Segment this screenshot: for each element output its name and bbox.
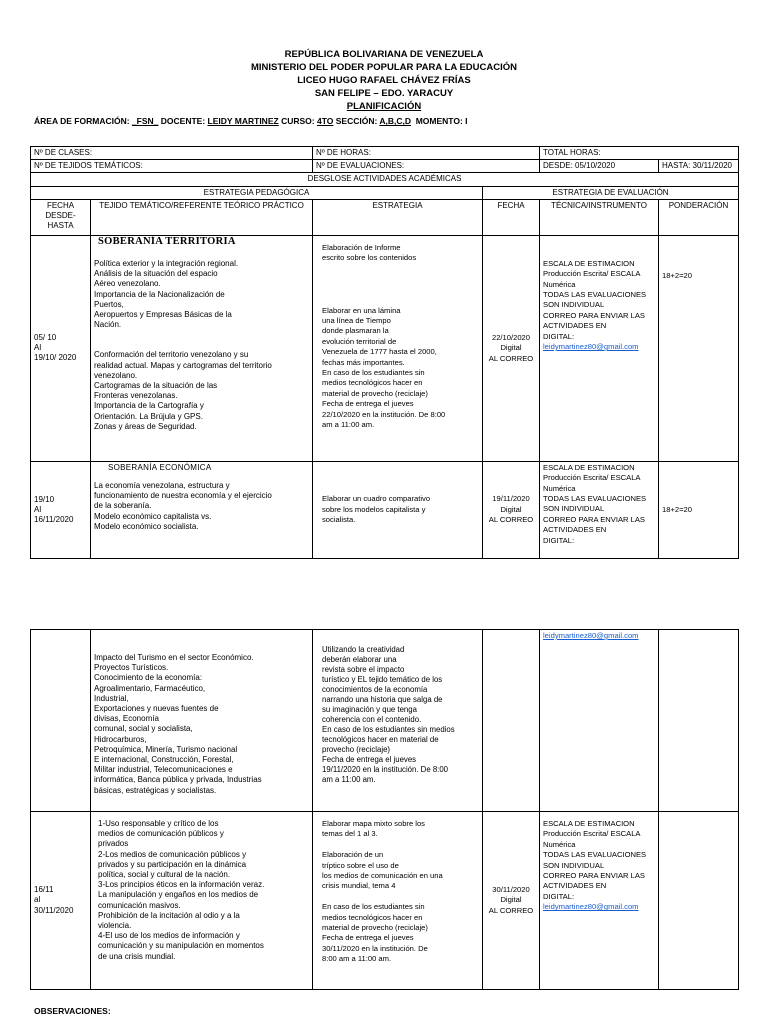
row4-tecnica-text: ESCALA DE ESTIMACION Producción Escrita/ ESCALA Numérica TODAS LAS EVALUACIONES SON INDIVIDUAL CORREO PARA ENVIAR LAS ACTIVIDADES EN DIGITAL: <box>543 819 647 901</box>
row2-ponderacion: 18+2=20 <box>659 461 739 558</box>
row2-fecha: 19/10 Al 16/11/2020 <box>31 461 91 558</box>
row2-estrategia <box>313 461 483 558</box>
row2-tejido-text: La economía venezolana, estructura y funcionamiento de nuestra economía y el ejercicio de la soberanía. Modelo económico capitalista vs. Modelo económico socialista. <box>94 481 272 531</box>
momento: MOMENTO: I <box>415 116 468 126</box>
row1-ponderacion-text: 18+2=20 <box>662 270 692 280</box>
docente-value: LEIDY MARTINEZ <box>207 116 279 126</box>
row2-fecha-eval: 19/11/2020 Digital AL CORREO <box>483 461 540 558</box>
row3-tejido <box>91 630 313 812</box>
seccion-value: A,B,C,D <box>379 116 411 126</box>
planning-table-page1 <box>30 146 739 559</box>
row3-estrategia-text: Utilizando la creatividad deberán elaborar una revista sobre el impacto turístico y EL tejido temático de los conocimientos de la economía narrando una historia que salga de su imaginación y que tenga coherencia con el contenido. En caso de los estudiantes sin medios tecnológicos hacer en material de provecho (reciclaje) Fecha de entrega el jueves 19/11/2020 en la institución. De 8:00 am a 11:00 am. <box>322 645 455 784</box>
header-line-3: LICEO HUGO RAFAEL CHÁVEZ FRÍAS <box>297 75 471 86</box>
curso-value: 4TO <box>316 116 334 126</box>
row1-tejido <box>91 235 313 461</box>
header-line-2: MINISTERIO DEL PODER POPULAR PARA LA EDUCACIÓN <box>250 62 517 73</box>
row1-fecha: 05/ 10 Al 19/10/ 2020 <box>31 235 91 461</box>
row1-title: SOBERANÍA TERRITORIA <box>98 235 236 247</box>
row2-estrategia-text: Elaborar un cuadro comparativo sobre los modelos capitalista y socialista. <box>322 494 431 525</box>
row1-estrategia-text-1: Elaboración de Informe escrito sobre los contenidos <box>322 242 417 263</box>
row1-tecnica <box>540 235 659 461</box>
observaciones-label: OBSERVACIONES: <box>34 1006 111 1016</box>
row2-title: SOBERANÍA ECONÓMICA <box>108 462 212 472</box>
col-tejido-header: TEJIDO TEMÁTICO/REFERENTE TEÓRICO PRÁCTICO <box>91 199 313 235</box>
desglose-cell: DESGLOSE ACTIVIDADES ACADÉMICAS <box>31 173 739 186</box>
total-horas-cell: TOTAL HORAS: <box>540 147 739 160</box>
row3-fecha-eval <box>483 630 540 812</box>
horas-cell: Nº DE HORAS: <box>313 147 540 160</box>
table-row <box>31 812 739 990</box>
header-line-1: REPÚBLICA BOLIVARIANA DE VENEZUELA <box>284 49 484 60</box>
row4-fecha-eval: 30/11/2020 Digital AL CORREO <box>483 812 540 990</box>
row4-tecnica <box>540 812 659 990</box>
row4-email-link[interactable]: leidymartinez80@gmail.com <box>543 902 639 912</box>
col-estrategia-header: ESTRATEGIA <box>313 199 483 235</box>
row1-tecnica-text: ESCALA DE ESTIMACION Producción Escrita/ ESCALA Numérica TODAS LAS EVALUACIONES SON INDIVIDUAL CORREO PARA ENVIAR LAS ACTIVIDADES EN DIGITAL: <box>543 258 647 341</box>
docente-label: DOCENTE: <box>160 116 206 126</box>
row4-fecha: 16/11 al 30/11/2020 <box>31 812 91 990</box>
row1-estrategia-text-2: Elaborar en una lámina una línea de Tiempo donde plasmaran la evolución territorial de Venezuela de 1777 hasta el 2000, fechas más importantes. En caso de los estudiantes sin medios tecnológicos hacer en material de provecho (reciclaje) Fecha de entrega el jueves 22/10/2020 en la institución. De 8:00 am a 11:00 am. <box>322 305 446 430</box>
row4-tejido-text: 1-Uso responsable y crítico de los medios de comunicación públicos y privados 2-Los medios de comunicación públicos y privados y su participación en la dinámica política, social y cultural de la nación. 3-Los principios éticos en la información veraz. La manipulación y engaños en los medios de comunicación masivos. Prohibición de la incitación al odio y a la violencia. 4-El uso de los medios de información y comunicación y su manipulación en momentos de una crisis mundial. <box>98 819 265 961</box>
row3-tejido-text: Impacto del Turismo en el sector Económico. Proyectos Turísticos. Conocimiento de la economía: Agroalimentario, Farmacéutico, Industrial, Exportaciones y nuevas fuentes de divisas, Economía comunal, social y socialista, Hidrocarburos, Petroquímica, Minería, Turismo nacional E internacional, Construcción, Forestal, Militar industrial, Telecomunicaciones e informática, Banca pública y privada, Industrias básicas, estratégicas y socialistas. <box>94 653 262 795</box>
planning-table-page2 <box>30 629 739 990</box>
seccion-label: SECCIÓN: <box>335 116 378 126</box>
area-value: _FSN_ <box>131 116 159 126</box>
clases-cell: Nº DE CLASES: <box>31 147 313 160</box>
tejidos-cell: Nº DE TEJIDOS TEMÁTICOS: <box>31 160 313 173</box>
table-row <box>31 461 739 558</box>
meta-line <box>34 116 468 126</box>
row3-email-link[interactable]: leidymartinez80@gmail.com <box>543 631 639 640</box>
row2-tejido <box>91 461 313 558</box>
table-row <box>31 235 739 461</box>
estrategia-evaluacion-header: ESTRATEGIA DE EVALUACIÓN <box>483 186 739 199</box>
row1-tejido-text-2: Conformación del territorio venezolano y su realidad actual. Mapas y cartogramas del territorio venezolano. Cartogramas de la situación de las Fronteras venezolanas. Importancia de la Cartografía y Orientación. La Brújula y GPS. Zonas y áreas de Seguridad. <box>94 350 272 431</box>
col-fecha-header: FECHA DESDE- HASTA <box>31 199 91 235</box>
row1-fecha-eval: 22/10/2020 Digital AL CORREO <box>483 235 540 461</box>
row4-ponderacion <box>659 812 739 990</box>
row1-ponderacion <box>659 235 739 461</box>
evaluaciones-cell: Nº DE EVALUACIONES: <box>313 160 540 173</box>
row3-tecnica <box>540 630 659 812</box>
hasta-cell: HASTA: 30/11/2020 <box>659 160 739 173</box>
row3-ponderacion <box>659 630 739 812</box>
row1-estrategia <box>313 235 483 461</box>
table-row <box>31 630 739 812</box>
header-title: PLANIFICACIÓN <box>346 101 422 112</box>
area-label: ÁREA DE FORMACIÓN: <box>34 116 130 126</box>
row1-email-link[interactable]: leidymartinez80@gmail.com <box>543 342 639 352</box>
estrategia-pedagogica-header: ESTRATEGIA PEDAGÓGICA <box>31 186 483 199</box>
row4-estrategia <box>313 812 483 990</box>
row3-fecha <box>31 630 91 812</box>
col-fecha-eval-header: FECHA <box>483 199 540 235</box>
document-header <box>0 48 768 113</box>
row2-tecnica: ESCALA DE ESTIMACION Producción Escrita/ ESCALA Numérica TODAS LAS EVALUACIONES SON INDIVIDUAL CORREO PARA ENVIAR LAS ACTIVIDADES EN DIGITAL: <box>540 461 659 558</box>
desde-cell: DESDE: 05/10/2020 <box>540 160 659 173</box>
row3-estrategia <box>313 630 483 812</box>
row4-estrategia-text: Elaborar mapa mixto sobre los temas del 1 al 3. Elaboración de un tríptico sobre el uso de los medios de comunicación en una crisis mundial, tema 4 En caso de los estudiantes sin medios tecnológicos hacer en material de provecho (reciclaje) Fecha de entrega el jueves 30/11/2020 en la institución. De 8:00 am a 11:00 am. <box>322 819 443 964</box>
curso-label: CURSO: <box>281 116 315 126</box>
col-ponderacion-header: PONDERACIÓN <box>659 199 739 235</box>
header-line-4: SAN FELIPE – EDO. YARACUY <box>314 88 454 99</box>
row1-tejido-text-1: Política exterior y la integración regional. Análisis de la situación del espacio Aéreo venezolano. Importancia de la Nacionalización de Puertos, Aeropuertos y Empresas Básicas de la Nación. <box>94 259 239 330</box>
row4-tejido <box>91 812 313 990</box>
col-tecnica-header: TÉCNICA/INSTRUMENTO <box>540 199 659 235</box>
